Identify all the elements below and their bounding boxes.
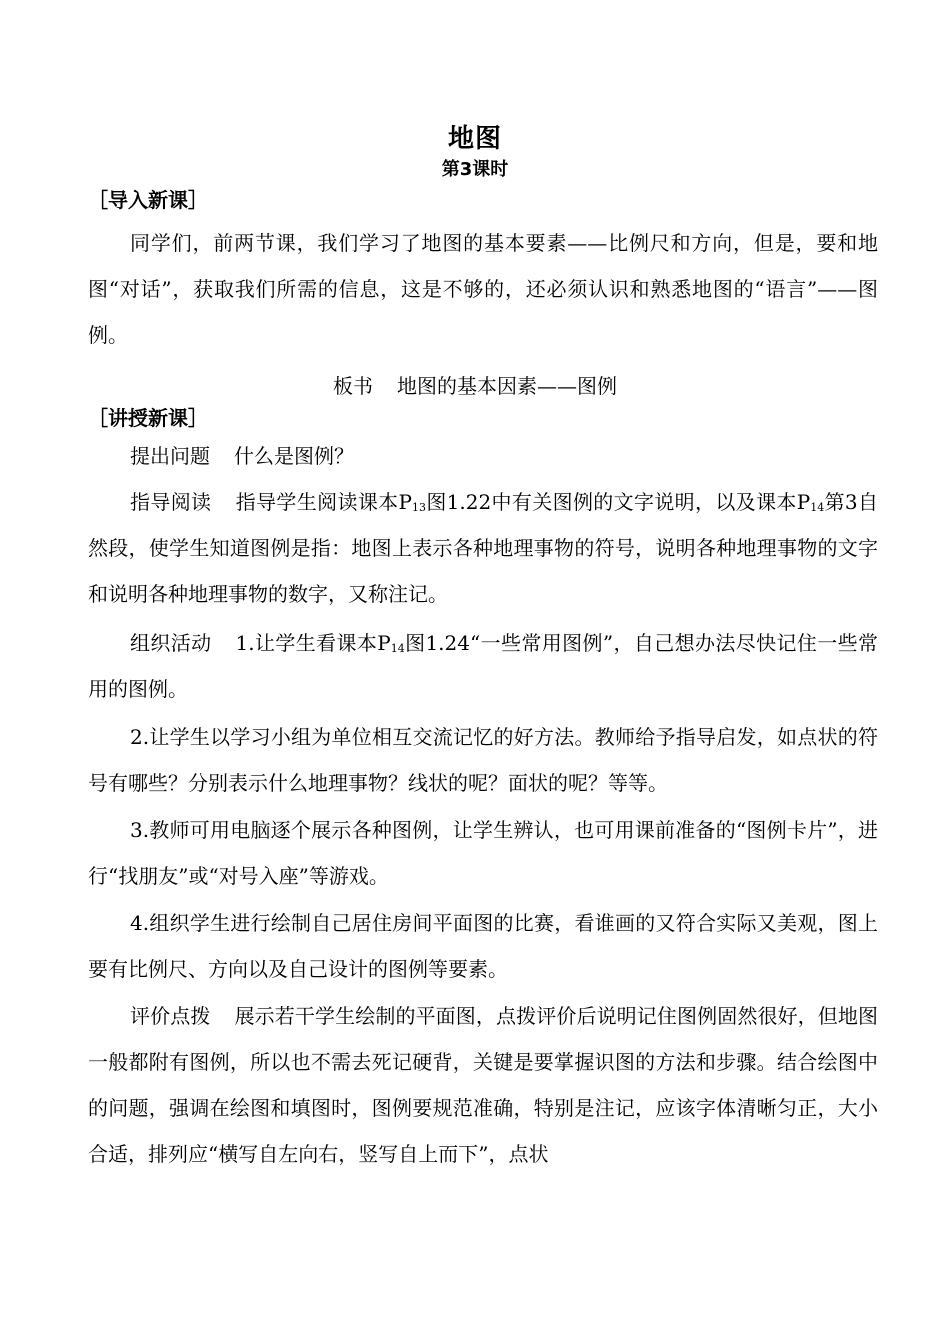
guide-label: 指导阅读: [130, 490, 212, 514]
evaluation-text: 展示若干学生绘制的平面图，点拨评价后说明记住图例固然很好，但地图一般都附有图例，所以也不需去死记硬背，关键是要掌握识图的方法和步骤。结合绘图中的问题，强调在绘图和填图时，图例要规范准确，特别是注记，应该字体清晰匀正，大小合适，排列应“横写自左向右，竖写自上而下”，点状: [88, 1004, 879, 1166]
guide-page-sub-1: 13: [411, 501, 426, 514]
activity-item-2: 2.让学生以学习小组为单位相互交流记忆的好方法。教师给予指导启发，如点状的符号有哪些？分别表示什么地理事物？线状的呢？面状的呢？等等。: [88, 725, 878, 795]
guide-text-2: 图1.22中有关图例的文字说明，以及课本P: [425, 490, 811, 514]
board-text: 地图的基本因素——图例: [397, 374, 617, 398]
activity-label: 组织活动: [130, 631, 212, 655]
board-label: 板书: [333, 374, 373, 398]
question-text: 什么是图例？: [234, 444, 354, 468]
activity-text-1: 1.让学生看课本P: [235, 631, 391, 655]
document-subtitle: 第3课时: [441, 159, 509, 180]
question-label: 提出问题: [130, 444, 210, 468]
board-line: [0, 370, 950, 399]
activity-paragraph: [88, 620, 878, 712]
intro-paragraph: 同学们，前两节课，我们学习了地图的基本要素——比例尺和方向，但是，要和地图“对话”，获取我们所需的信息，这是不够的，还必须认识和熟悉地图的“语言”——图例。: [88, 231, 878, 347]
guide-text-3: 第3自然段，使学生知道图例是指：地图上表示各种地理事物的符号，说明各种地理事物的文字和说明各种地理事物的数字，又称注记。: [88, 490, 878, 606]
question-paragraph: [88, 433, 878, 479]
activity-text-2: 图1.24“一些常用图例”，自己想办法尽快记住一些常用的图例。: [88, 631, 878, 701]
document-title: 地图: [447, 124, 502, 154]
section-heading-intro: ［导入新课］: [88, 188, 208, 212]
guide-paragraph: [88, 479, 878, 617]
evaluation-paragraph: [88, 993, 878, 1177]
activity-item-3: 3.教师可用电脑逐个展示各种图例，让学生辨认，也可用课前准备的“图例卡片”，进行“找朋友”或“对号入座”等游戏。: [88, 818, 878, 888]
activity-item-4: 4.组织学生进行绘制自己居住房间平面图的比赛，看谁画的又符合实际又美观，图上要有比例尺、方向以及自己设计的图例等要素。: [88, 911, 878, 981]
guide-text-1: 指导学生阅读课本P: [235, 490, 412, 514]
evaluation-label: 评价点拨: [130, 1004, 211, 1028]
activity-page-sub: 14: [390, 642, 405, 655]
guide-page-sub-2: 14: [810, 501, 825, 514]
section-heading-teach: ［讲授新课］: [88, 406, 208, 430]
